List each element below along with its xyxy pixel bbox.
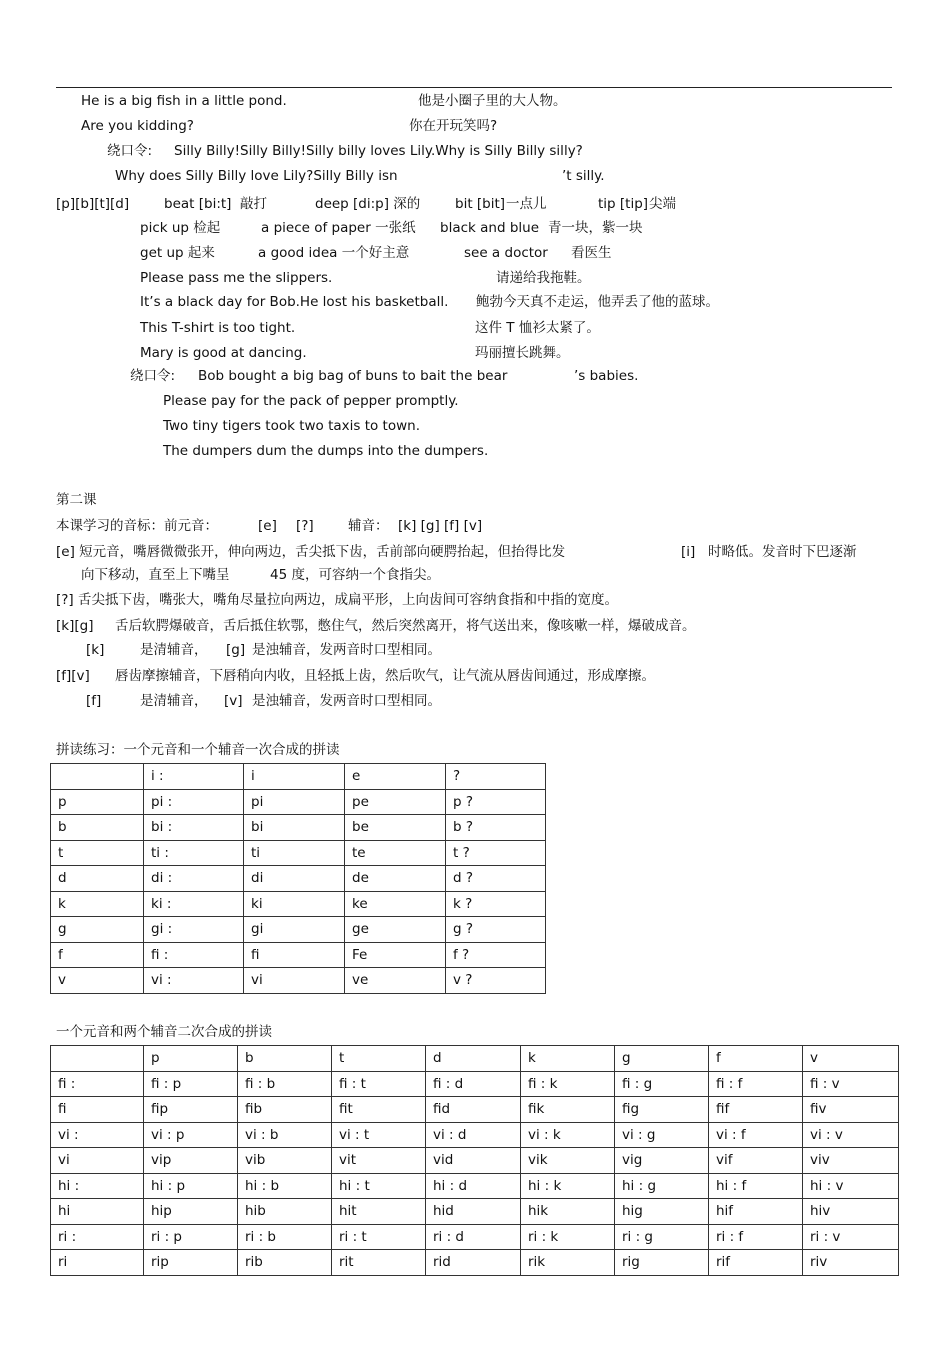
tongue-twister-text: The dumpers dum the dumps into the dumpers. bbox=[163, 443, 489, 459]
table-header-cell: ? bbox=[446, 764, 546, 790]
table-row-header-cell: k bbox=[51, 891, 144, 917]
sentence-zh: 玛丽擅长跳舞。 bbox=[475, 345, 570, 361]
table-cell: rig bbox=[615, 1250, 709, 1276]
table-cell: fib bbox=[238, 1097, 332, 1123]
table-row-header-cell: t bbox=[51, 840, 144, 866]
phonetic-group-label: [p][b][t][d] bbox=[56, 196, 130, 212]
table-row-header-cell: ri bbox=[51, 1250, 144, 1276]
table-row-header-cell: vi bbox=[51, 1148, 144, 1174]
table-cell: vip bbox=[144, 1148, 238, 1174]
table-header-cell: i bbox=[244, 764, 345, 790]
table-header-cell: i : bbox=[144, 764, 244, 790]
vocab-phrase: a piece of paper 一张纸 bbox=[261, 220, 416, 236]
table-cell: fif bbox=[709, 1097, 803, 1123]
explanation-text: 是清辅音， bbox=[140, 693, 208, 709]
table-cell: vi : k bbox=[521, 1122, 615, 1148]
table-cell: b ? bbox=[446, 815, 546, 841]
table-cell: pi bbox=[244, 789, 345, 815]
table-header-cell: p bbox=[144, 1046, 238, 1072]
table-cell: f ? bbox=[446, 942, 546, 968]
spelling-table-two-consonants bbox=[50, 1045, 899, 1276]
phonetic-symbol: [k] bbox=[86, 642, 105, 658]
table-row-header-cell: d bbox=[51, 866, 144, 892]
lesson-intro-label: 本课学习的音标：前元音： bbox=[56, 518, 218, 534]
table-cell: vig bbox=[615, 1148, 709, 1174]
table-cell: fi : p bbox=[144, 1071, 238, 1097]
tongue-twister-text: Bob bought a big bag of buns to bait the bear bbox=[198, 368, 508, 384]
table-cell: fi : d bbox=[426, 1071, 521, 1097]
vocab-phrase: black and blue bbox=[440, 220, 539, 236]
phonetic-symbol: [i] bbox=[681, 544, 696, 560]
table-row bbox=[51, 968, 546, 994]
table-cell: fiv bbox=[803, 1097, 899, 1123]
explanation-text: [?] 舌尖抵下齿，嘴张大，嘴角尽量拉向两边，成扁平形，上向齿间可容纳食指和中指的宽度。 bbox=[56, 592, 618, 608]
vocab-word: bit [bit] bbox=[455, 196, 506, 212]
table-cell: fi : t bbox=[332, 1071, 426, 1097]
tongue-twister-label: 绕口令: bbox=[107, 143, 153, 159]
table-cell: v ? bbox=[446, 968, 546, 994]
sentence-zh: 请递给我拖鞋。 bbox=[496, 270, 591, 286]
table-cell: hi : k bbox=[521, 1173, 615, 1199]
table-cell: fip bbox=[144, 1097, 238, 1123]
table-header-cell bbox=[51, 1046, 144, 1072]
tongue-twister-text: ’s babies. bbox=[574, 368, 639, 384]
table-row bbox=[51, 1173, 899, 1199]
table-cell: Fe bbox=[345, 942, 446, 968]
table-row-header-cell: g bbox=[51, 917, 144, 943]
table-cell: vi : p bbox=[144, 1122, 238, 1148]
table-cell: vi bbox=[244, 968, 345, 994]
phonetic-symbol: [k] [g] [f] [v] bbox=[398, 518, 483, 534]
table-row bbox=[51, 840, 546, 866]
table-cell: ri : d bbox=[426, 1224, 521, 1250]
table-cell: hi : t bbox=[332, 1173, 426, 1199]
table-cell: t ? bbox=[446, 840, 546, 866]
table-row bbox=[51, 1122, 899, 1148]
table-cell: fi : g bbox=[615, 1071, 709, 1097]
tongue-twister-text: Why does Silly Billy love Lily?Silly Billy isn bbox=[115, 168, 398, 184]
phonetic-symbol: [f] bbox=[86, 693, 102, 709]
table-cell: te bbox=[345, 840, 446, 866]
table-cell: de bbox=[345, 866, 446, 892]
table-cell: vi : g bbox=[615, 1122, 709, 1148]
table-cell: hit bbox=[332, 1199, 426, 1225]
table-row bbox=[51, 1250, 899, 1276]
table-cell: fi : b bbox=[238, 1071, 332, 1097]
sentence-en: It’s a black day for Bob.He lost his basketball. bbox=[140, 294, 449, 310]
table-cell: viv bbox=[803, 1148, 899, 1174]
table-row bbox=[51, 1071, 899, 1097]
table-cell: vit bbox=[332, 1148, 426, 1174]
vocab-meaning: 尖端 bbox=[649, 196, 676, 212]
table-cell: be bbox=[345, 815, 446, 841]
top-rule bbox=[56, 87, 892, 88]
vocab-phrase: see a doctor bbox=[464, 245, 548, 261]
table-cell: rik bbox=[521, 1250, 615, 1276]
sentence-en: Please pass me the slippers. bbox=[140, 270, 333, 286]
table-cell: fi bbox=[244, 942, 345, 968]
table-header-cell: v bbox=[803, 1046, 899, 1072]
phonetic-symbol: [f][v] bbox=[56, 668, 90, 684]
table-row-header-cell: p bbox=[51, 789, 144, 815]
table-cell: ti bbox=[244, 840, 345, 866]
table-header-cell: d bbox=[426, 1046, 521, 1072]
vocab-meaning: 一点儿 bbox=[506, 196, 547, 212]
table-cell: bi bbox=[244, 815, 345, 841]
table-cell: hif bbox=[709, 1199, 803, 1225]
table-cell: hiv bbox=[803, 1199, 899, 1225]
table-header-cell: b bbox=[238, 1046, 332, 1072]
explanation-text: 时略低。发音时下巴逐渐 bbox=[708, 544, 857, 560]
phrase-zh: 你在开玩笑吗? bbox=[409, 118, 498, 134]
table-cell: k ? bbox=[446, 891, 546, 917]
table-cell: vi : d bbox=[426, 1122, 521, 1148]
table-cell: vid bbox=[426, 1148, 521, 1174]
table-cell: ki bbox=[244, 891, 345, 917]
table-header-row bbox=[51, 764, 546, 790]
explanation-text: 舌后软腭爆破音，舌后抵住软鄂，憋住气，然后突然离开，将气送出来，像咳嗽一样，爆破成音。 bbox=[115, 618, 696, 634]
phrase-en: Are you kidding? bbox=[81, 118, 194, 134]
sentence-zh: 鲍勃今天真不走运，他弄丢了他的蓝球。 bbox=[476, 294, 719, 310]
table-cell: hi : p bbox=[144, 1173, 238, 1199]
explanation-text: 向下移动，直至上下嘴呈 bbox=[81, 567, 230, 583]
table-row-header-cell: hi : bbox=[51, 1173, 144, 1199]
table-cell: rif bbox=[709, 1250, 803, 1276]
table-cell: pi : bbox=[144, 789, 244, 815]
lesson-intro-label: 辅音： bbox=[348, 518, 389, 534]
table-cell: ri : k bbox=[521, 1224, 615, 1250]
table1-caption: 拼读练习：一个元音和一个辅音一次合成的拼读 bbox=[56, 742, 340, 758]
table-cell: vif bbox=[709, 1148, 803, 1174]
table-cell: ki : bbox=[144, 891, 244, 917]
table-cell: vib bbox=[238, 1148, 332, 1174]
table-cell: pe bbox=[345, 789, 446, 815]
table-cell: rib bbox=[238, 1250, 332, 1276]
table-cell: rid bbox=[426, 1250, 521, 1276]
vocab-phrase: get up 起来 bbox=[140, 245, 215, 261]
tongue-twister-text: Two tiny tigers took two taxis to town. bbox=[163, 418, 421, 434]
table-cell: vik bbox=[521, 1148, 615, 1174]
vocab-word: beat [bi:t] bbox=[164, 196, 232, 212]
vocab-phrase: pick up 检起 bbox=[140, 220, 221, 236]
vocab-meaning: 青一块，紫一块 bbox=[548, 220, 643, 236]
phonetic-symbol: [?] bbox=[296, 518, 314, 534]
vocab-meaning: 看医生 bbox=[571, 245, 612, 261]
table-cell: hip bbox=[144, 1199, 238, 1225]
table-cell: hig bbox=[615, 1199, 709, 1225]
table-row bbox=[51, 1224, 899, 1250]
idiom-en: He is a big fish in a little pond. bbox=[81, 93, 287, 109]
tongue-twister-text: ’t silly. bbox=[562, 168, 605, 184]
explanation-text: 是浊辅音，发两音时口型相同。 bbox=[252, 642, 441, 658]
phonetic-symbol: [v] bbox=[224, 693, 243, 709]
lesson-heading: 第二课 bbox=[56, 492, 97, 508]
table-cell: ri : v bbox=[803, 1224, 899, 1250]
table-cell: hid bbox=[426, 1199, 521, 1225]
table-header-cell: g bbox=[615, 1046, 709, 1072]
tongue-twister-label: 绕口令: bbox=[130, 368, 176, 384]
table-cell: ti : bbox=[144, 840, 244, 866]
explanation-text: 45 度，可容纳一个食指尖。 bbox=[270, 567, 440, 583]
vocab-meaning: 敲打 bbox=[240, 196, 267, 212]
table-cell: ri : g bbox=[615, 1224, 709, 1250]
table-row-header-cell: v bbox=[51, 968, 144, 994]
explanation-text: 是浊辅音，发两音时口型相同。 bbox=[252, 693, 441, 709]
table-header-cell: f bbox=[709, 1046, 803, 1072]
sentence-en: This T-shirt is too tight. bbox=[140, 320, 296, 336]
phonetic-symbol: [g] bbox=[226, 642, 246, 658]
table-row bbox=[51, 1148, 899, 1174]
sentence-zh: 这件 T 恤衫太紧了。 bbox=[475, 320, 600, 336]
table-cell: hik bbox=[521, 1199, 615, 1225]
table-row bbox=[51, 942, 546, 968]
table-header-cell bbox=[51, 764, 144, 790]
phonetic-symbol: [e] bbox=[258, 518, 277, 534]
table-cell: ri : b bbox=[238, 1224, 332, 1250]
table-header-cell: e bbox=[345, 764, 446, 790]
table-cell: fig bbox=[615, 1097, 709, 1123]
table-row bbox=[51, 866, 546, 892]
table-row-header-cell: fi bbox=[51, 1097, 144, 1123]
table-cell: fid bbox=[426, 1097, 521, 1123]
table-cell: hi : v bbox=[803, 1173, 899, 1199]
table-cell: hi : d bbox=[426, 1173, 521, 1199]
table-row-header-cell: ri : bbox=[51, 1224, 144, 1250]
idiom-zh: 他是小圈子里的大人物。 bbox=[418, 93, 567, 109]
table-header-cell: k bbox=[521, 1046, 615, 1072]
table-cell: di bbox=[244, 866, 345, 892]
tongue-twister-text: Please pay for the pack of pepper promptly. bbox=[163, 393, 459, 409]
table-cell: ri : f bbox=[709, 1224, 803, 1250]
table-cell: fi : f bbox=[709, 1071, 803, 1097]
table-cell: vi : b bbox=[238, 1122, 332, 1148]
table-cell: di : bbox=[144, 866, 244, 892]
vocab-word: deep [di:p] 深的 bbox=[315, 196, 421, 212]
table-cell: ke bbox=[345, 891, 446, 917]
table-cell: ri : p bbox=[144, 1224, 238, 1250]
table-row bbox=[51, 917, 546, 943]
table-cell: gi : bbox=[144, 917, 244, 943]
table-row-header-cell: fi : bbox=[51, 1071, 144, 1097]
table-cell: vi : f bbox=[709, 1122, 803, 1148]
table-cell: hi : f bbox=[709, 1173, 803, 1199]
table-cell: hi : b bbox=[238, 1173, 332, 1199]
table-row bbox=[51, 789, 546, 815]
table-cell: p ? bbox=[446, 789, 546, 815]
table-cell: rit bbox=[332, 1250, 426, 1276]
table-cell: hi : g bbox=[615, 1173, 709, 1199]
table-cell: vi : v bbox=[803, 1122, 899, 1148]
table-cell: riv bbox=[803, 1250, 899, 1276]
table-cell: fik bbox=[521, 1097, 615, 1123]
table-row bbox=[51, 891, 546, 917]
table-cell: vi : bbox=[144, 968, 244, 994]
table-row bbox=[51, 1097, 899, 1123]
table-cell: gi bbox=[244, 917, 345, 943]
table-cell: rip bbox=[144, 1250, 238, 1276]
spelling-table-one-consonant bbox=[50, 763, 546, 994]
table-cell: fi : v bbox=[803, 1071, 899, 1097]
table-row-header-cell: f bbox=[51, 942, 144, 968]
table-row bbox=[51, 815, 546, 841]
table-cell: fi : k bbox=[521, 1071, 615, 1097]
phonetic-symbol: [k][g] bbox=[56, 618, 94, 634]
table2-caption: 一个元音和两个辅音二次合成的拼读 bbox=[56, 1024, 272, 1040]
table-cell: ge bbox=[345, 917, 446, 943]
table-cell: ve bbox=[345, 968, 446, 994]
explanation-text: 唇齿摩擦辅音，下唇稍向内收，且轻抵上齿，然后吹气，让气流从唇齿间通过，形成摩擦。 bbox=[115, 668, 655, 684]
table-cell: hib bbox=[238, 1199, 332, 1225]
table-cell: g ? bbox=[446, 917, 546, 943]
vocab-phrase: a good idea 一个好主意 bbox=[258, 245, 410, 261]
table-cell: bi : bbox=[144, 815, 244, 841]
table-cell: fi : bbox=[144, 942, 244, 968]
sentence-en: Mary is good at dancing. bbox=[140, 345, 307, 361]
table-row bbox=[51, 1199, 899, 1225]
vocab-word: tip [tip] bbox=[598, 196, 649, 212]
table-row-header-cell: b bbox=[51, 815, 144, 841]
table-header-row bbox=[51, 1046, 899, 1072]
table-cell: d ? bbox=[446, 866, 546, 892]
table-row-header-cell: vi : bbox=[51, 1122, 144, 1148]
explanation-text: [e] 短元音，嘴唇微微张开，伸向两边，舌尖抵下齿，舌前部向硬腭抬起，但抬得比发 bbox=[56, 544, 566, 560]
table-cell: fit bbox=[332, 1097, 426, 1123]
table-row-header-cell: hi bbox=[51, 1199, 144, 1225]
table-cell: vi : t bbox=[332, 1122, 426, 1148]
table-cell: ri : t bbox=[332, 1224, 426, 1250]
tongue-twister-text: Silly Billy!Silly Billy!Silly billy loves Lily.Why is Silly Billy silly? bbox=[174, 143, 583, 159]
table-header-cell: t bbox=[332, 1046, 426, 1072]
explanation-text: 是清辅音， bbox=[140, 642, 208, 658]
